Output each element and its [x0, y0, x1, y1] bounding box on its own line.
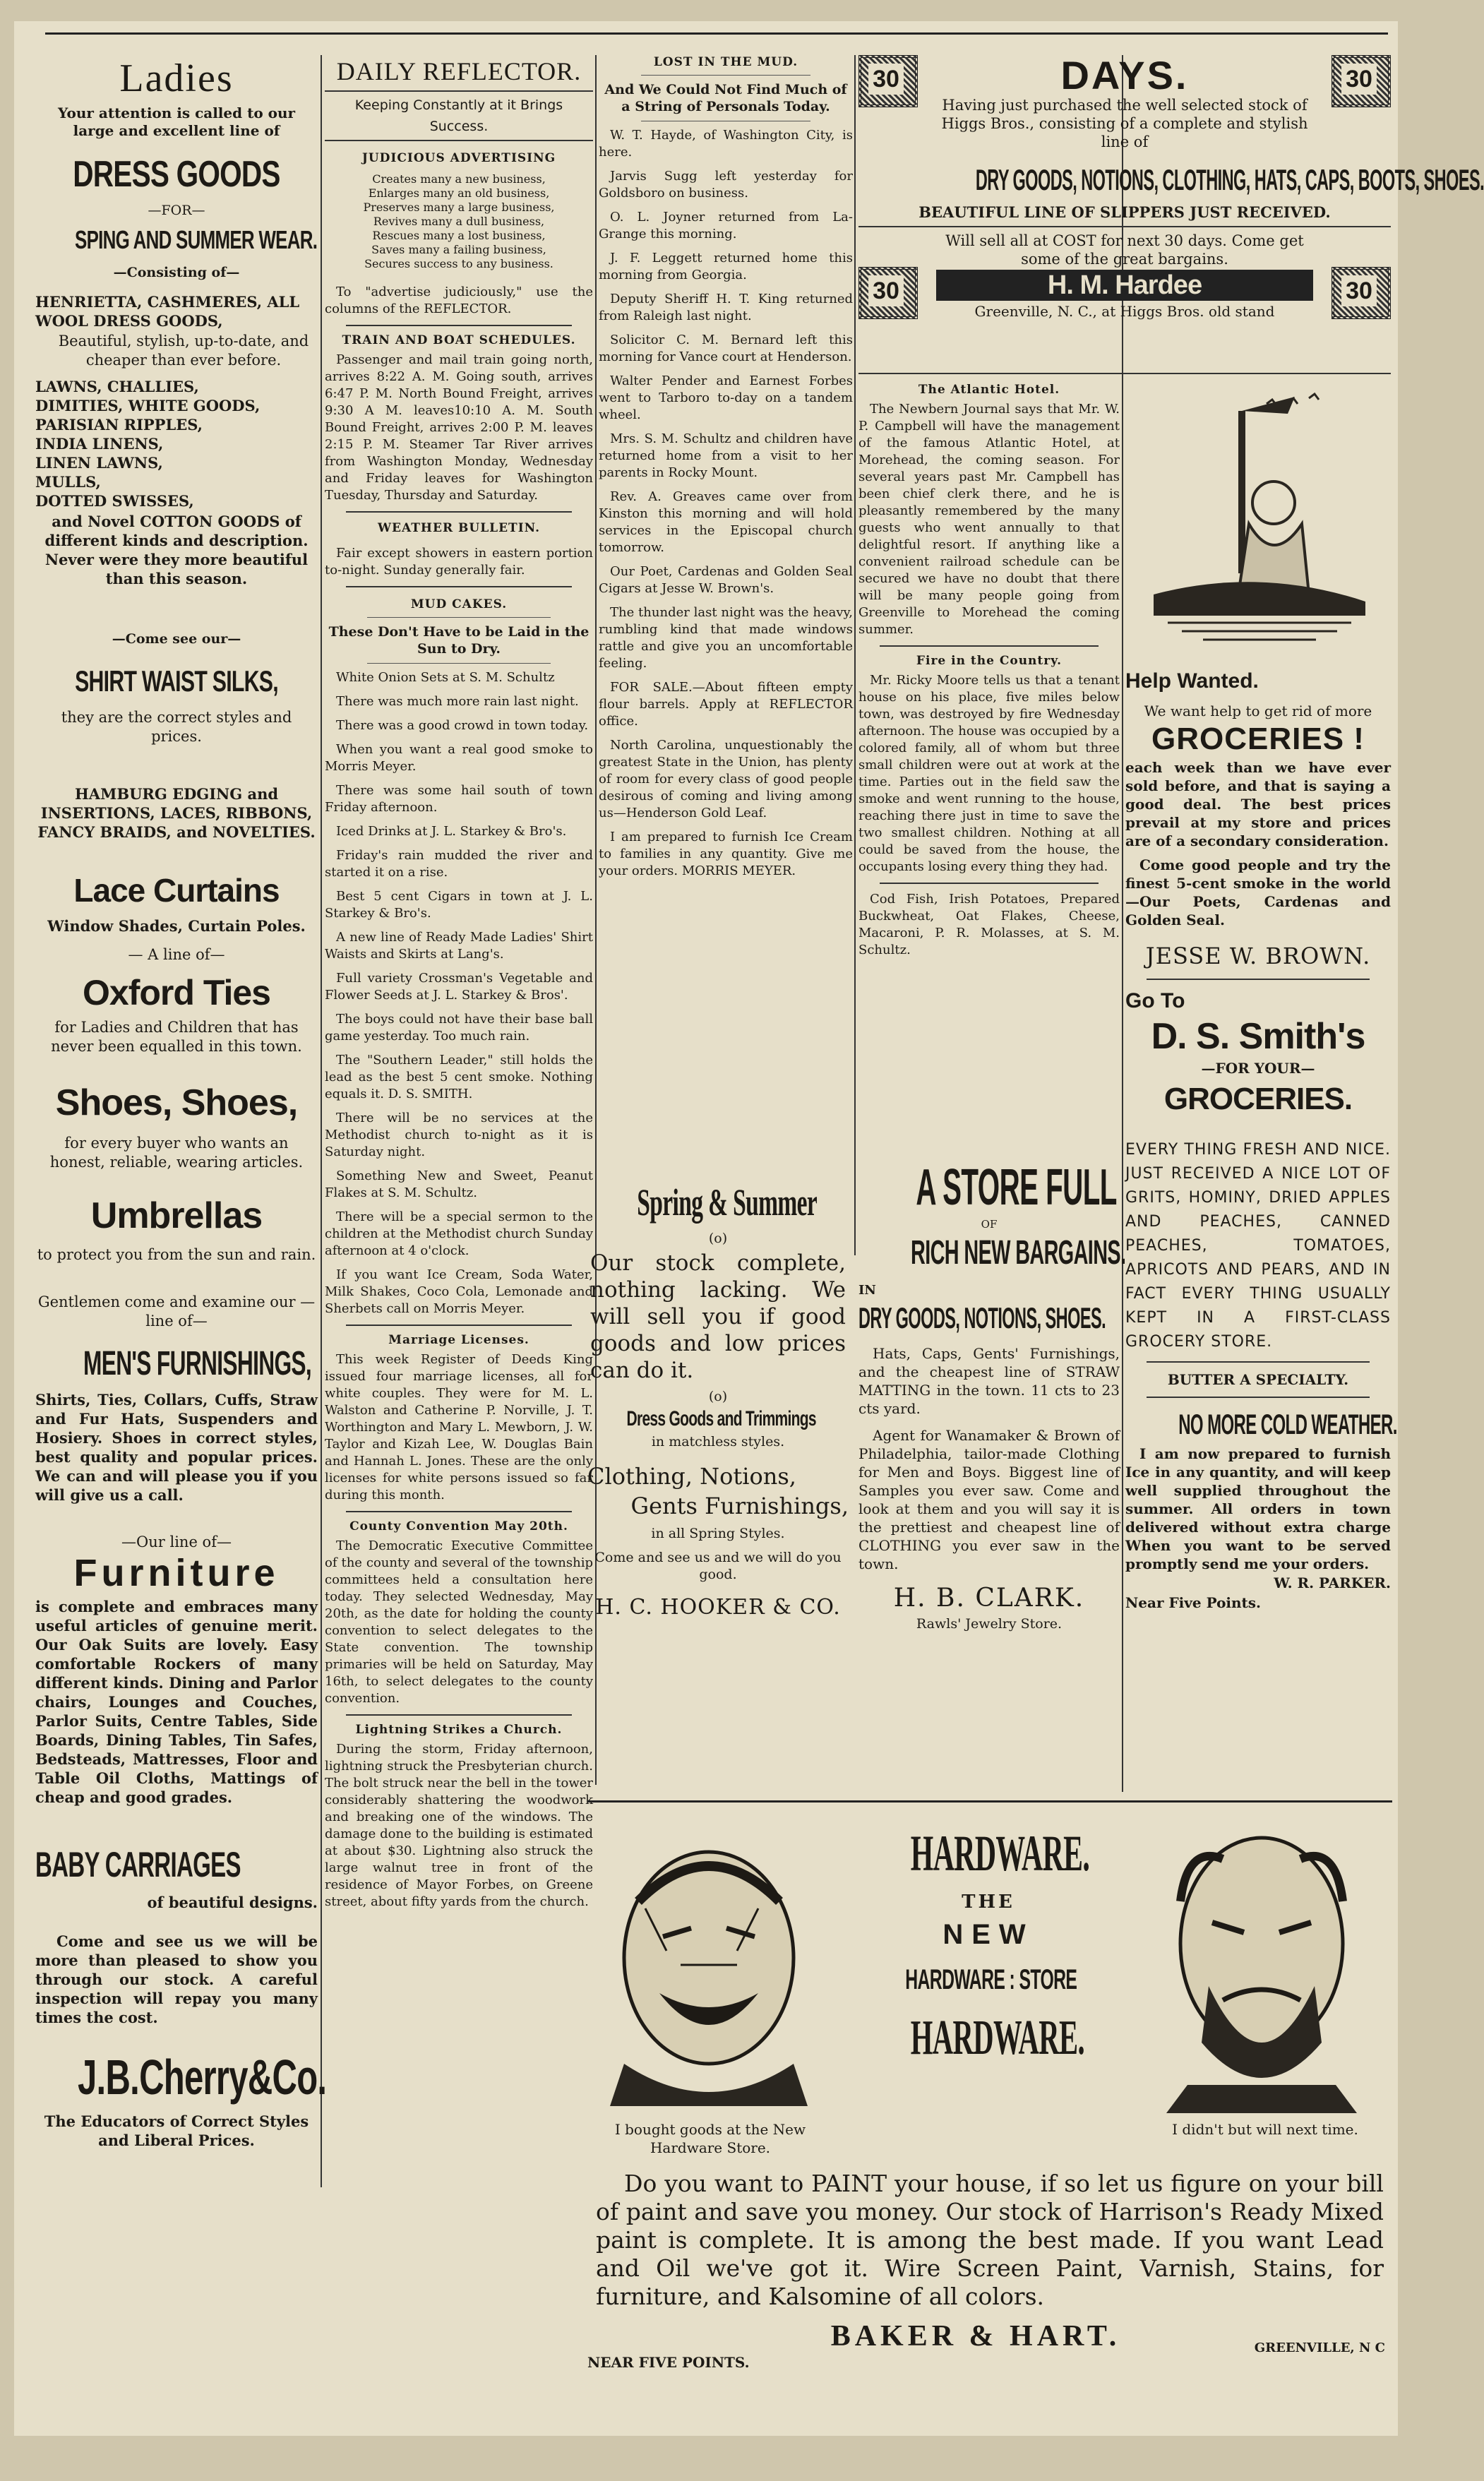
ad-text: Gentlemen come and examine our —line of—: [37, 1293, 316, 1329]
paragraph: To "advertise judiciously," use the columns of the REFLECTOR.: [325, 285, 593, 316]
section-subheading: These Don't Have to be Laid in the Sun to Dry.: [328, 624, 590, 657]
news-item: There was some hail south of town Friday afternoon.: [325, 783, 593, 815]
ad-text: INDIA LINENS,: [35, 435, 164, 453]
ad-text: DOTTED SWISSES,: [35, 492, 194, 510]
clark-ad: [858, 1158, 1126, 1793]
ad-text: GREENVILLE, N C: [1254, 2340, 1385, 2355]
news-item: Rev. A. Greaves came over from Kinston this morning and will hold services in the Episcopal church tomorrow.: [599, 489, 853, 555]
news-item: Full variety Crossman's Vegetable and Flower Seeds at J. L. Starkey & Bros'.: [325, 971, 593, 1003]
news-item: The "Southern Leader," still holds the lead as the best 5 cent smoke. Nothing equals it. D. S. SMITH.: [325, 1053, 593, 1101]
news-item: Iced Drinks at J. L. Starkey & Bro's.: [336, 824, 567, 839]
newspaper-page: [14, 21, 1484, 2436]
laughing-man-illustration: [596, 1824, 822, 2106]
ad-text: to protect you from the sun and rain.: [37, 1246, 316, 1263]
ad-heading-smith: D. S. Smith's: [1151, 1016, 1365, 1057]
section-heading: JUDICIOUS ADVERTISING: [361, 151, 556, 165]
ad-text: Having just purchased the well selected stock of Higgs Bros., consisting of a complete and stylish line of: [941, 97, 1308, 150]
boy-on-post-illustration: [1125, 383, 1391, 665]
ad-text: IN: [858, 1283, 876, 1298]
ad-text: Come and see us we will be more than pleased to show you through our stock. A careful inspection will repay you many times the cost.: [35, 1932, 318, 2026]
news-item: There was much more rain last night.: [336, 694, 579, 709]
news-item: Deputy Sheriff H. T. King returned from Raleigh last night.: [599, 292, 853, 323]
ad-heading-store-full: A STORE FULL: [916, 1159, 1117, 1216]
ad-text: EVERY THING FRESH AND NICE. JUST RECEIVED A NICE LOT OF GRITS, HOMINY, DRIED APPLES AND PEACHES, CANNED PEACHES, TOMATOES, APRICOTS AND PEARS, AND IN FACT EVERY THING USUALLY KEPT IN A FIRST-CLASS GROCERY STORE.: [1125, 1141, 1391, 1351]
ad-text: Come good people and try the finest 5-cent smoke in the world—Our Poets, Cardenas and Golden Seal.: [1125, 856, 1391, 928]
ad-text: they are the correct styles and prices.: [61, 709, 292, 745]
ad-heading-furniture: Furniture: [73, 1552, 280, 1594]
thirty-badge: 30: [858, 55, 918, 107]
section-heading: TRAIN AND BOAT SCHEDULES.: [342, 333, 576, 347]
ad-heading-hardware: HARDWARE.: [910, 1825, 1090, 1882]
ad-text: Rawls' Jewelry Store.: [916, 1616, 1063, 1632]
ad-text: LAWNS, CHALLIES,: [35, 378, 199, 395]
ad-text: for every buyer who wants an honest, reliable, wearing articles.: [49, 1135, 304, 1171]
ad-heading-new: NEW: [943, 1919, 1034, 1950]
masthead-tagline: Keeping Constantly at it Brings Success.: [354, 97, 563, 134]
news-item: When you want a real good smoke to Morris Meyer.: [325, 742, 593, 774]
thirty-badge: 30: [858, 267, 918, 319]
ad-text: THE: [962, 1891, 1015, 1913]
news-item: There was a good crowd in town today.: [336, 718, 589, 733]
ad-text: Gents Furnishings,: [630, 1493, 849, 1519]
ad-text: Window Shades, Curtain Poles.: [47, 917, 306, 935]
ad-text: for Ladies and Children that has never been equalled in this town.: [51, 1019, 302, 1055]
paragraph: Cod Fish, Irish Potatoes, Prepared Buckwheat, Oat Flakes, Cheese, Macaroni, P. R. Molasses, at S. M. Schultz.: [858, 892, 1120, 957]
section-heading: Lightning Strikes a Church.: [355, 1723, 563, 1737]
ad-text: MULLS,: [35, 473, 101, 491]
ad-text: Go To: [1125, 989, 1185, 1012]
ad-text: Hats, Caps, Gents' Furnishings, and the cheapest line of STRAW MATTING in the town. 11 cts to 23 cts yard.: [858, 1345, 1120, 1417]
list-item: Creates many a new business,: [372, 172, 546, 186]
ad-text: —FOR YOUR—: [1201, 1060, 1315, 1077]
ad-name: BAKER & HART.: [830, 2320, 1121, 2353]
section-heading: LOST IN THE MUD.: [653, 55, 798, 69]
ad-name: JESSE W. BROWN.: [1145, 943, 1371, 969]
news-item: Friday's rain mudded the river and started it on a rise.: [325, 848, 593, 880]
column-rule: [854, 55, 856, 1255]
ad-text: Clothing, Notions,: [587, 1463, 796, 1490]
ad-heading-baby-carriages: BABY CARRIAGES: [35, 1845, 241, 1884]
ad-text: Your attention is called to our large and excellent line of: [57, 104, 296, 139]
illustration-caption: I bought goods at the New Hardware Store.: [614, 2121, 806, 2156]
ad-heading-spring-summer: Spring & Summer: [637, 1181, 818, 1224]
paragraph: During the storm, Friday afternoon, lightning struck the Presbyterian church. The bolt struck near the bell in the tower considerably shattering the woodwork and breaking one of the windows. The damage done to the building is estimated at about $30. Lightning also struck the large walnut tree in front of the residence of Mayor Forbes, on Greene street, about fifty yards from the church.: [325, 1742, 593, 1909]
news-item: There will be a special sermon to the children at the Methodist church Sunday afternoon at 4 o'clock.: [325, 1209, 593, 1258]
ad-name: H. C. HOOKER & CO.: [595, 1595, 841, 1620]
ad-heading-umbrellas: Umbrellas: [90, 1195, 263, 1236]
news-item: The thunder last night was the heavy, rumbling kind that made windows rattle and give you an uncomfortable feeling.: [599, 605, 853, 671]
masthead-title: DAILY REFLECTOR.: [336, 57, 582, 85]
paragraph: The Newbern Journal says that Mr. W. P. Campbell will have the management of the famous Atlantic Hotel, at Morehead, the coming season. For several years past Mr. Campbell has been chief clerk there, and he is pleasantly remembered by the many guests who went annually to that delightful resort. If anything like a convenient railroad schedule can be secured we have no doubt that there will be many people going from Greenville to Morehead the coming summer.: [858, 402, 1120, 637]
ad-text: PARISIAN RIPPLES,: [35, 416, 203, 434]
paragraph: Mr. Ricky Moore tells us that a tenant house on his place, five miles below town, was destroyed by fire Wednesday afternoon. The house was occupied by a colored family, all of whom but three small children were out at work at the time. Parties out in the field saw the smoke and went running to the house, reaching there just in time to save the two smallest children. Nothing at all could be saved from the house, the occupants losing every thing they had.: [858, 673, 1120, 874]
ad-heading-shirt-waist: SHIRT WAIST SILKS,: [75, 664, 278, 698]
ad-heading-dress-goods: DRESS GOODS: [73, 154, 280, 195]
ad-heading-oxford: Oxford Ties: [83, 973, 270, 1012]
section-heading: WEATHER BULLETIN.: [377, 521, 541, 535]
news-item: Mrs. S. M. Schultz and children have returned home from a visit to her parents in Rocky Mount.: [599, 431, 853, 480]
ad-text: —Consisting of—: [113, 265, 240, 280]
ad-heading-bargains: RICH NEW BARGAINS.: [911, 1234, 1126, 1272]
news-item: I am prepared to furnish Ice Cream to families in any quantity. Give me your orders. MORRIS MEYER.: [599, 830, 853, 878]
ad-text: —FOR—: [148, 203, 205, 218]
ad-text: HAMBURG EDGING and INSERTIONS, LACES, RIBBONS, FANCY BRAIDS, and NOVELTIES.: [37, 785, 316, 841]
ad-text: (o): [708, 1389, 728, 1404]
ad-heading-dry-goods: DRY GOODS, NOTIONS, SHOES.: [858, 1301, 1106, 1334]
column-personals: [599, 55, 853, 1185]
list-item: Enlarges many an old business,: [368, 186, 550, 200]
news-item: A new line of Ready Made Ladies' Shirt Waists and Skirts at Lang's.: [325, 930, 593, 962]
ad-text: NEAR FIVE POINTS.: [587, 2354, 750, 2371]
ad-text: in matchless styles.: [651, 1434, 785, 1449]
ad-text: Near Five Points.: [1125, 1594, 1262, 1611]
news-item: Best 5 cent Cigars in town at J. L. Starkey & Bro's.: [325, 889, 593, 921]
ad-name: H. B. CLARK.: [893, 1584, 1085, 1613]
ad-text: BEAUTIFUL LINE OF SLIPPERS JUST RECEIVED.: [918, 203, 1331, 221]
ad-text: Greenville, N. C., at Higgs Bros. old stand: [974, 303, 1275, 320]
ad-heading-ladies: Ladies: [119, 56, 234, 100]
news-item: FOR SALE.—About fifteen empty flour barrels. Apply at REFLECTOR office.: [599, 680, 853, 729]
news-item: Our Poet, Cardenas and Golden Seal Cigars at Jesse W. Brown's.: [599, 564, 853, 596]
news-item: Jarvis Sugg left yesterday for Goldsboro on business.: [599, 169, 853, 201]
news-item: Solicitor C. M. Bernard left this morning for Vance court at Henderson.: [599, 333, 853, 364]
ad-text: Will sell all at COST for next 30 days. Come get some of the great bargains.: [945, 232, 1304, 268]
ad-heading-spring-summer: SPING AND SUMMER WEAR.: [75, 225, 318, 254]
column-groceries: [1125, 383, 1397, 1788]
list-item: Preserves many a large business,: [363, 201, 555, 214]
thirty-badge: 30: [1332, 267, 1391, 319]
hooker-ad: [587, 1179, 849, 1793]
news-item: North Carolina, unquestionably the greatest State in the Union, has plenty of room for every class of good people desirous of coming and living among us—Henderson Gold Leaf.: [599, 738, 853, 820]
ad-heading-groceries: GROCERIES.: [1163, 1082, 1353, 1116]
ad-heading-dress-goods: Dress Goods and Trimmings: [626, 1407, 816, 1430]
ad-heading-hardware: HARDWARE.: [910, 2011, 1085, 2065]
hardware-headline: [854, 1817, 1123, 2072]
column-rule: [321, 55, 322, 2187]
ad-text: — A line of—: [128, 946, 225, 963]
news-item: White Onion Sets at S. M. Schultz: [336, 670, 555, 685]
judicious-list: [325, 172, 593, 271]
section-subheading: And We Could Not Find Much of a String of Personals Today.: [604, 82, 847, 114]
ad-text: each week than we have ever sold before, and that is saying a good deal. The best prices prevail at my store and prices are of a secondary consideration.: [1125, 759, 1391, 849]
ad-text: LINEN LAWNS,: [35, 454, 163, 472]
column-daily-reflector: [325, 55, 593, 2173]
ad-text: Do you want to PAINT your house, if so let us figure on your bill of paint and save you money. Our stock of Harrison's Ready Mixed paint is complete. It is among the best made. If you want Lead and Oil we've got it. Wire Screen Paint, Varnish, Stains, for furniture, and Kalsomine of all colors.: [596, 2170, 1384, 2310]
news-item: If you want Ice Cream, Soda Water, Milk Shakes, Coco Cola, Lemonade and Sherbets call on Morris Meyer.: [325, 1267, 593, 1316]
list-item: Rescues many a lost business,: [372, 229, 546, 242]
ad-text: Come and see us and we will do you good.: [594, 1550, 842, 1582]
ad-text: Our stock complete, nothing lacking. We will sell you if good goods and low prices can do it.: [590, 1250, 846, 1383]
section-heading: Marriage Licenses.: [388, 1333, 529, 1347]
ad-text: HENRIETTA, CASHMERES, ALL WOOL DRESS GOODS,: [35, 293, 300, 330]
ad-text: Shirts, Ties, Collars, Cuffs, Straw and Fur Hats, Suspenders and Hosiery. Shoes in correct styles, best quality and popular prices. We can and will please you if you will give us a call.: [35, 1391, 318, 1504]
news-item: There will be no services at the Methodist church to-night as it is Saturday night.: [325, 1111, 593, 1159]
ad-text: Beautiful, stylish, up-to-date, and cheaper than ever before.: [58, 333, 309, 369]
list-item: Revives many a dull business,: [373, 215, 545, 228]
top-rule: [45, 32, 1388, 35]
ad-text: is complete and embraces many useful articles of genuine merit. Our Oak Suits are lovely. Easy comfortable Rockers of many different kinds. Dining and Parlor chairs, Lounges and Couches, Parlor Suits, Centre Tables, Side Boards, Dining Tables, Tin Safes, Bedsteads, Mattresses, Floor and Table Oil Cloths, Mattings of cheap and good grades.: [35, 1598, 318, 1806]
ad-heading-hardee: H. M. Hardee: [936, 270, 1313, 301]
news-item: The boys could not have their base ball game yesterday. Too much rain.: [325, 1012, 593, 1044]
column-news-right: [858, 383, 1120, 1152]
ad-heading-jb-cherry: J.B.Cherry&Co.: [78, 2050, 327, 2105]
ad-heading-shoes: Shoes, Shoes,: [55, 1082, 298, 1123]
news-item: J. F. Leggett returned home this morning from Georgia.: [599, 251, 853, 282]
ad-heading-cold-weather: NO MORE COLD WEATHER.: [1178, 1409, 1397, 1440]
paragraph: Passenger and mail train going north, arrives 8:22 A. M. Going south, arrives 6:47 P. M. North Bound Freight, arrives 9:30 A M. leaves10:10 A. M. South Bound Freight, arrives 2:00 P. M. leaves 2:15 P. M. Steamer Tar River arrives from Washington Monday, Wednesday and Friday leaves for Washington Tuesday, Thursday and Saturday.: [325, 352, 593, 503]
frowning-man-illustration: [1145, 1817, 1378, 2113]
ad-text: —Our line of—: [121, 1534, 232, 1550]
news-item: W. T. Hayde, of Washington City, is here.: [599, 128, 853, 160]
rule: [858, 373, 1391, 374]
ad-text: We want help to get rid of more: [1144, 703, 1372, 719]
ad-heading-lace-curtains: Lace Curtains: [73, 872, 280, 909]
ad-text: (o): [708, 1231, 728, 1246]
hardee-30-days-ad: [858, 53, 1484, 366]
section-heading: The Atlantic Hotel.: [918, 383, 1060, 397]
news-item: Walter Pender and Earnest Forbes went to Tarboro to-day on a tandem wheel.: [599, 373, 853, 422]
illustration-caption: I didn't but will next time.: [1172, 2121, 1358, 2138]
ad-heading-goods: DRY GOODS, NOTIONS, CLOTHING, HATS, CAPS, BOOTS, SHOES.: [975, 163, 1484, 196]
section-heading: County Convention May 20th.: [349, 1519, 568, 1534]
thirty-badge: 30: [1332, 55, 1391, 107]
news-item: O. L. Joyner returned from La-Grange this morning.: [599, 210, 853, 241]
section-heading: Fire in the Country.: [916, 654, 1063, 668]
ad-text: —Come see our—: [112, 631, 241, 647]
ad-heading-store: HARDWARE : STORE: [905, 1964, 1077, 1995]
ad-text: DIMITIES, WHITE GOODS,: [35, 397, 261, 414]
ad-heading-days: DAYS.: [1060, 53, 1189, 97]
ad-name: W. R. PARKER.: [1274, 1574, 1391, 1591]
list-item: Saves many a failing business,: [371, 243, 546, 256]
ad-text: Agent for Wanamaker & Brown of Philadelphia, tailor-made Clothing for Men and Boys. Biggest line of Samples you ever saw. Come and look at them and you will say it is the prettiest and cheapest line of CLOTHING you ever saw in the town.: [858, 1427, 1120, 1572]
ad-text: BUTTER A SPECIALTY.: [1167, 1371, 1349, 1388]
ad-text: of beautiful designs.: [147, 1894, 318, 1911]
ad-heading-help: Help Wanted.: [1125, 669, 1259, 693]
section-heading: MUD CAKES.: [410, 597, 508, 611]
ad-text: OF: [981, 1218, 998, 1231]
news-item: Something New and Sweet, Peanut Flakes at S. M. Schultz.: [325, 1168, 593, 1200]
ad-heading-mens-furnishings: MEN'S FURNISHINGS,: [83, 1345, 312, 1382]
column-dry-goods-ad: [35, 55, 327, 2413]
ad-text: and Novel COTTON GOODS of different kinds and description. Never were they more beautiful than this season.: [44, 513, 309, 587]
ad-text: in all Spring Styles.: [651, 1526, 785, 1541]
paragraph: This week Register of Deeds King issued four marriage licenses, all for white couples. They were for M. L. Walston and Catherine P. Norville, J. T. Worthington and Mary L. Mewborn, J. W. Taylor and Kizah Lee, W. Douglas Bain and Hannah L. Jones. These are the only licenses for white persons issued so far during this month.: [325, 1352, 593, 1502]
ad-text: I am now prepared to furnish Ice in any quantity, and will keep well supplied throughout the summer. All orders in town delivered without extra charge When you want to be served promptly send me your orders.: [1125, 1445, 1391, 1572]
ad-heading-groceries: GROCERIES !: [1151, 722, 1365, 756]
ad-text: The Educators of Correct Styles and Liberal Prices.: [44, 2112, 309, 2149]
list-item: Secures success to any business.: [364, 257, 553, 270]
paragraph: Fair except showers in eastern portion to-night. Sunday generally fair.: [325, 546, 593, 578]
hardware-ad: [587, 1800, 1392, 2431]
paragraph: The Democratic Executive Committee of the county and several of the township committees held a consultation here today. They selected Wednesday, May 20th, as the date for holding the county convention to select delegates to the State convention. The township primaries will be held on Saturday, May 16th, to select delegates to the county convention.: [325, 1538, 593, 1706]
